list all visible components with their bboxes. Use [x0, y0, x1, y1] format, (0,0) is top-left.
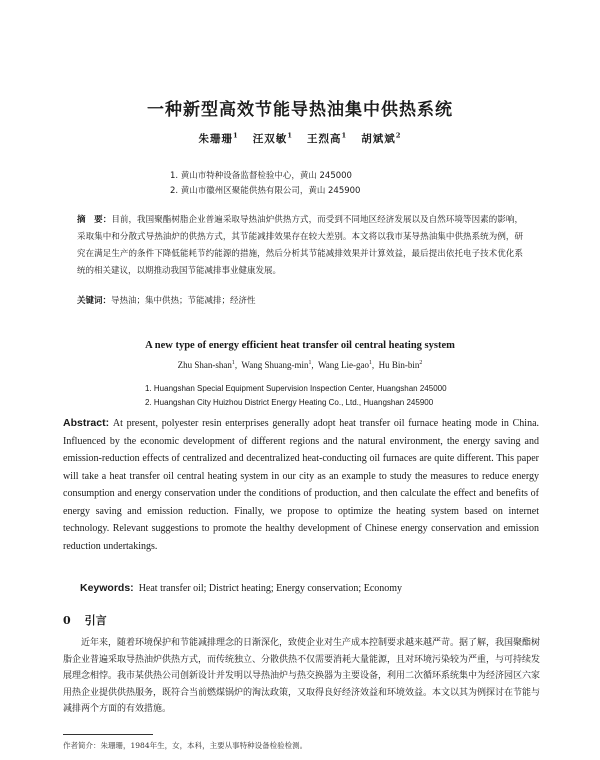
author-name: 王烈高 — [306, 133, 342, 145]
keywords-text-en: Heat transfer oil; District heating; Energy conservation; Economy — [138, 583, 403, 594]
abstract-text-cn: 目前，我国聚酯树脂企业普遍采取导热油炉供热方式，而受到不同地区经济发展以及自然环境等因素的影响，采取集中和分散式导热油炉的供热方式，其节能减排效果存在较大差别。本文将以我市某导热油集中供热系统为例，研究在满足生产的条件下降低能耗节约能源的措施，然后分析其节能减排效果并计算效益，最后提出依托电子技术优化系统的相关建议，以期推动我国节能减排事业健康发展。 — [77, 215, 523, 276]
abstract-en — [63, 415, 539, 555]
author-name: Wang Lie-gao — [317, 360, 369, 370]
paper-title-cn: 一种新型高效节能导热油集中供热系统 — [147, 100, 453, 120]
abstract-text-en: At present, polyester resin enterprises generally adopt heat transfer oil furnace heating mode in China. Influenced by the economic development of different regions and the natural environment, the energy saving and emission-reduction effects of centralized and decentralized heat-conducting oil furnaces are quite different. This paper will take a heat transfer oil central heating system in our city as an example to study the measures to reduce energy consumption and energy conservation under the conditions of production, and then calculate the effect and benefits of energy saving and emission reduction. Finally, we propose to optimize the heating system based on internet technology. Relevant suggestions to promote the healthy development of Chinese energy conservation and emission reduction undertakings. — [63, 418, 540, 552]
keywords-label-cn: 关键词： — [77, 296, 112, 306]
abstract-label-cn: 摘 要： — [77, 215, 112, 225]
author-name: 胡斌斌 — [361, 133, 396, 145]
body-paragraph: 近年来，随着环境保护和节能减排理念的日渐深化，致使企业对生产成本控制要求越来越严苛。据了解，我国聚酯树脂企业普遍采取导热油炉供热方式，而传统独立、分散供热不仅需要消耗大量能源，且对环境污染较为严重，与可持续发展理念相悖。我市某供热公司创新设计并发明以导热油炉与热交换器为主要设备，利用二次循环系统集中为经济园区六家用热企业提供供热服务，既符合当前燃煤锅炉的淘汰政策，又取得良好经济效益和环境效益。本文以其为例探讨在节能与减排两个方面的有效措施。 — [63, 638, 541, 714]
keywords-label-en: Keywords: — [80, 582, 134, 594]
affiliation-en-1: 1. Huangshan Special Equipment Supervision Inspection Center, Huangshan 245000 — [145, 384, 447, 393]
footnote: 作者简介：朱珊珊，1984年生，女，本科，主要从事特种设备检验检测。 — [63, 741, 308, 750]
section-heading — [63, 612, 107, 628]
author-affiliation-mark: 1 — [231, 360, 235, 366]
author-name: Zhu Shan-shan — [177, 360, 232, 370]
author-affiliation-mark: 1 — [233, 131, 239, 140]
affiliation-cn-1: 1. 黄山市特种设备监督检验中心，黄山 245000 — [170, 171, 352, 181]
author-affiliation-mark: 2 — [395, 131, 402, 140]
paper-title-en: A new type of energy efficient heat transfer oil central heating system — [145, 340, 455, 351]
abstract-cn — [77, 212, 523, 280]
author-list-en: Zhu Shan-shan$^1$, Wang Shuang-$\min^1$, Wang Lie-gao$^1$, Hu Bin-bin$^2$ — [177, 360, 423, 370]
keywords-cn — [77, 294, 256, 306]
keywords-en — [80, 582, 402, 594]
footnote-divider — [63, 734, 153, 735]
affiliation-cn-2: 2. 黄山市徽州区聚能供热有限公司，黄山 245900 — [170, 186, 361, 196]
author-affiliation-mark: 2 — [419, 360, 423, 366]
keywords-text-cn: 导热油；集中供热；节能减排；经济性 — [111, 296, 256, 306]
affiliation-en-2: 2. Huangshan City Huizhou District Energy Heating Co., Ltd., Huangshan 245900 — [145, 398, 434, 407]
author-name: Wang Shuang-min — [241, 360, 309, 370]
author-name: 朱珊珊 — [198, 133, 234, 145]
author-affiliation-mark: 1 — [287, 131, 294, 140]
author-affiliation-mark: 1 — [341, 131, 348, 140]
abstract-label-en: Abstract: — [63, 417, 110, 429]
section-number: 0 — [63, 614, 71, 627]
section-title: 引言 — [84, 614, 107, 627]
author-affiliation-mark: 1 — [308, 360, 312, 366]
author-name: Hu Bin-bin — [378, 360, 420, 370]
author-list-cn — [0, 131, 600, 146]
author-name: 汪双敏 — [252, 133, 288, 145]
author-affiliation-mark: 1 — [368, 360, 372, 366]
